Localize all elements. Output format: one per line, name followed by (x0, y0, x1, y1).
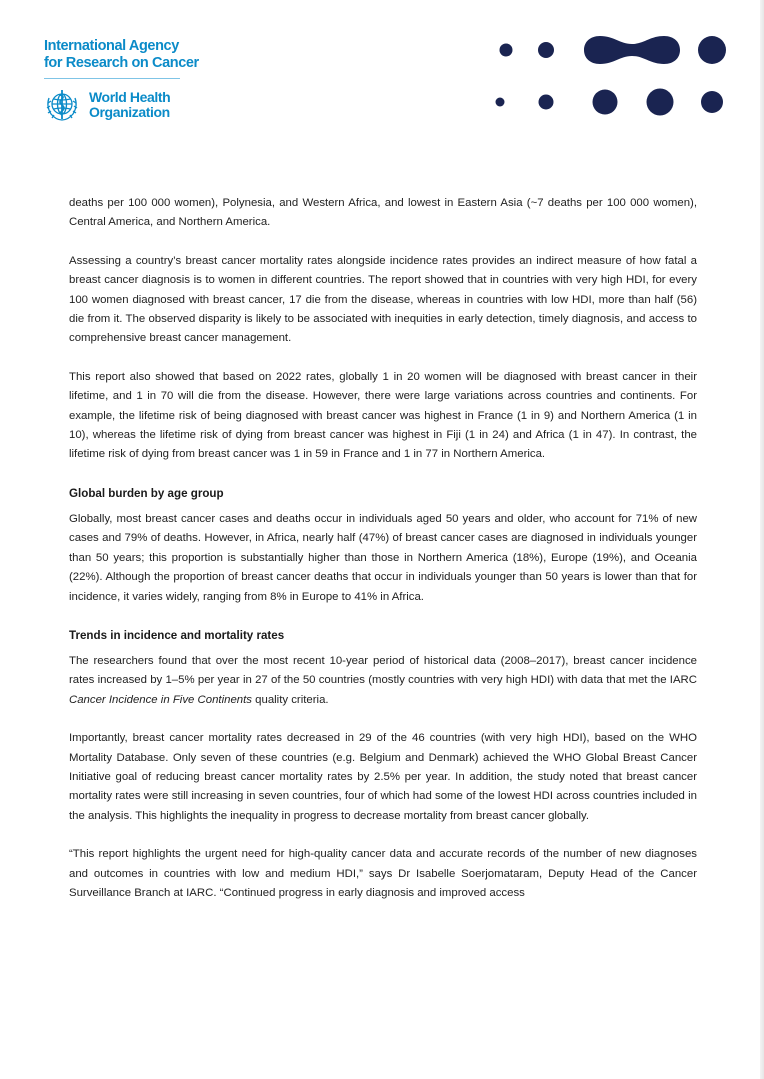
logo-divider (44, 78, 180, 79)
paragraph-mortality-trends: Importantly, breast cancer mortality rates decreased in 29 of the 46 countries (with very high HDI), based on the WHO Mortality Database. Only seven of these countries (e.g. Belgium and Denmark) achieved the WHO Global Breast Cancer Initiative goal of reducing breast cancer mortality rates by 2.5% per year. In addition, the study noted that breast cancer mortality rates were still increasing in seven countries, four of which had some of the lowest HDI across countries included in the analysis. This highlights the inequality in progress to decrease mortality from breast cancer globally. (69, 732, 697, 822)
iarc-logo-text[interactable] (44, 38, 199, 72)
iarc-name-line-1: International Agency (44, 38, 179, 54)
heading-trends: Trends in incidence and mortality rates (69, 628, 285, 642)
paragraph-mortality-regions: deaths per 100 000 women), Polynesia, and Western Africa, and lowest in Eastern Asia (~7 deaths per 100 000 women), Central America, and Northern America. (69, 197, 697, 229)
paragraph-age-group: Globally, most breast cancer cases and deaths occur in individuals aged 50 years and older, who account for 71% of new cases and 79% of deaths. However, in Africa, nearly half (47%) of breast cancer cases are diagnosed in individuals younger than 50 years; this proportion is substantially higher than those in Northern America (18%), Europe (19%), and Oceania (22%). Although the proportion of breast cancer deaths that occur in individuals younger than 50 years is lower than that for incidence, it varies widely, ranging from 8% in Europe to 41% in Africa. (69, 512, 697, 603)
page-header (0, 0, 764, 140)
paragraph-incidence-trends (69, 652, 697, 710)
who-name-line-2: Organization (89, 104, 170, 120)
paragraph-lifetime-risk: This report also showed that based on 2022 rates, globally 1 in 20 women will be diagnosed with breast cancer in their lifetime, and 1 in 70 will die from the disease. However, there were large variations across countries and continents. For example, the lifetime risk of being diagnosed with breast cancer was highest in France (1 in 9) and Northern America (1 in 10), whereas the lifetime risk of dying from breast cancer was highest in Fiji (1 in 24) and Africa (1 in 47). In contrast, the lifetime risk of dying from breast cancer was 1 in 59 in France and 1 in 77 in Northern America. (69, 370, 697, 461)
article-body (69, 194, 697, 922)
ci5-title: Cancer Incidence in Five Continents (69, 693, 252, 706)
page-edge (760, 0, 764, 1079)
who-emblem-icon (43, 86, 81, 124)
incidence-text-end: quality criteria. (251, 693, 329, 706)
who-name-line-1: World Health (89, 89, 171, 105)
paragraph-mortality-incidence: Assessing a country’s breast cancer mortality rates alongside incidence rates provides an indirect measure of how fatal a breast cancer diagnosis is to women in different countries. The report showed that in countries with very high HDI, for every 100 women diagnosed with breast cancer, 17 die from the disease, whereas in countries with low HDI, more than half (56) die from it. The observed disparity is likely to be associated with inequities in early detection, timely diagnosis, and access to comprehensive breast cancer management. (69, 254, 697, 345)
iarc-dots-graphic (490, 28, 730, 123)
iarc-name-line-2: for Research on Cancer (44, 55, 199, 71)
heading-age-group: Global burden by age group (69, 486, 224, 500)
who-logo-text[interactable] (89, 90, 170, 120)
paragraph-quote: “This report highlights the urgent need for high-quality cancer data and accurate records of the number of new diagnoses and outcomes in countries with low and medium HDI,” says Dr Isabelle Soerjomataram, Deputy Head of the Cancer Surveillance Branch at IARC. “Continued progress in early diagnosis and improved access (69, 848, 697, 899)
incidence-text-start: The researchers found that over the most recent 10-year period of historical data (2008–2017), breast cancer incidence rates increased by 1–5% per year in 27 of the 50 countries (mostly countries with very high HDI) with data that met the IARC (69, 654, 697, 687)
